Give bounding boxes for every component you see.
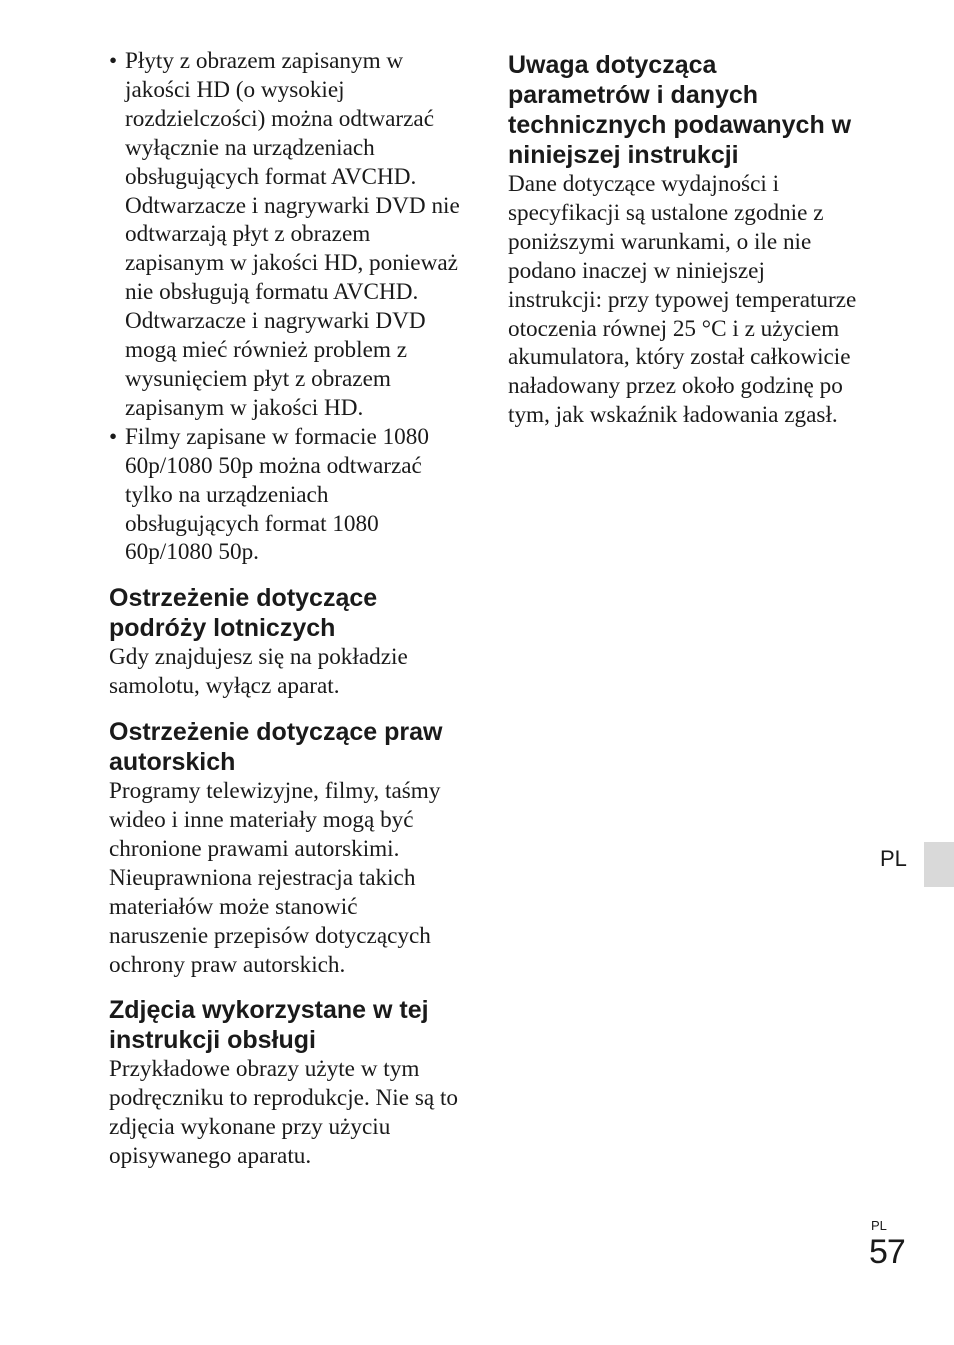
- section-text: Przykładowe obrazy użyte w tym podręczniku to reprodukcje. Nie są to zdjęcia wykonane przy użyciu opisywanego aparatu.: [109, 1056, 458, 1170]
- section-text: Gdy znajdujesz się na pokładzie samolotu, wyłącz aparat.: [109, 644, 408, 700]
- section-heading: Ostrzeżenie dotyczące podróży lotniczych: [109, 584, 378, 643]
- section-text: Dane dotyczące wydajności i specyfikacji są ustalone zgodnie z poniższymi warunkami, o ile nie podano inaczej w niniejszej instrukcji: przy typowej temperaturze otoczenia równej 25 °C i z użyciem akumulatora, który został całkowicie naładowany przez około godzinę po tym, jak wskaźnik ładowania zgasł.: [508, 171, 857, 429]
- bullet-marker: •: [109, 423, 118, 450]
- bullet-marker: •: [109, 48, 118, 74]
- section-heading: Ostrzeżenie dotyczące praw autorskich: [109, 718, 443, 777]
- section-copyright: [109, 717, 461, 979]
- language-tab-marker: [924, 842, 954, 887]
- section-specifications: [508, 50, 864, 430]
- bullet-text: Płyty z obrazem zapisanym w jakości HD (o wysokiej rozdzielczości) można odtwarzać wyłącznie na urządzeniach obsługujących format AVCHD. Odtwarzacze i nagrywarki DVD nie odtwarzają płyt z obrazem zapisanym w jakości HD, ponieważ nie obsługują formatu AVCHD. Odtwarzacze i nagrywarki DVD mogą mieć również problem z wysunięciem płyt z obrazem zapisanym w jakości HD.: [125, 48, 460, 421]
- left-column: [109, 47, 461, 1171]
- section-air-travel: [109, 583, 461, 701]
- page-language-code: PL: [871, 1218, 887, 1233]
- page-number: 57: [869, 1233, 905, 1271]
- right-column: [508, 47, 864, 430]
- section-heading: Uwaga dotycząca parametrów i danych technicznych podawanych w niniejszej instrukcji: [508, 51, 852, 169]
- bullet-list: [109, 47, 461, 567]
- bullet-item: [109, 423, 461, 568]
- bullet-item: [109, 47, 461, 423]
- language-label: PL: [880, 846, 907, 871]
- section-heading: Zdjęcia wykorzystane w tej instrukcji obsługi: [109, 996, 429, 1055]
- bullet-text: Filmy zapisane w formacie 1080 60p/1080 50p można odtwarzać tylko na urządzeniach obsługujących format 1080 60p/1080 50p.: [125, 423, 429, 566]
- section-text: Programy telewizyjne, filmy, taśmy wideo i inne materiały mogą być chronione prawami autorskimi. Nieuprawniona rejestracja takich materiałów może stanowić naruszenie przepisów dotyczących ochrony praw autorskich.: [109, 778, 441, 978]
- section-sample-images: [109, 995, 461, 1171]
